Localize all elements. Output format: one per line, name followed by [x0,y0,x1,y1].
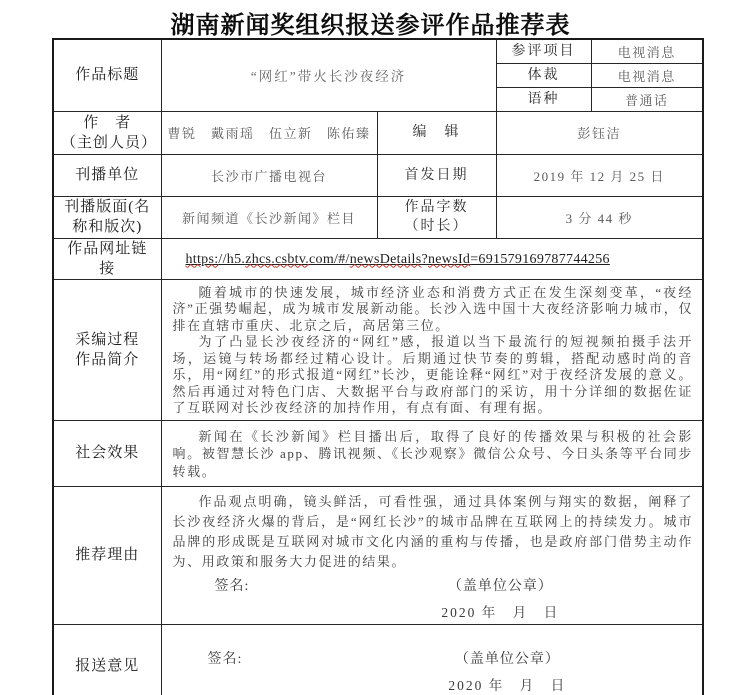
process-label-line2: 作品简介 [75,351,140,368]
process-summary-cell [161,279,703,420]
duration-label-line1: 作品字数 [404,200,469,215]
submit-sign-label: 签名: [207,651,243,667]
url-segment: newsDetails [349,251,422,267]
url-segment: newsId [427,251,471,267]
row-recommend-reason [53,486,703,624]
url-segment: com/#/ [309,251,350,267]
genre-label: 体裁 [496,63,591,87]
social-effect-cell [161,420,703,486]
row-authors [53,111,703,154]
broadcast-unit-value: 长沙市广播电视台 [161,154,377,196]
url-segment: =691579169787744256 [470,251,610,267]
row-social-effect [53,420,703,486]
submit-sign-row [173,640,694,694]
url-segment: //h5. [218,251,246,267]
submit-opinion-cell [161,624,703,695]
recommend-paragraph: 作品观点明确，镜头鲜活，可看性强，通过具体案例与翔实的数据，阐释了长沙夜经济火爆的背后，是“网红长沙”的城市品牌在互联网上的持续发力。城市品牌的形成既是互联网对城市文化内涵的重构与传播，也是政府部门借势主动作为、用政策和服务大力促进的结果。 [172,493,694,569]
layout-section-value: 新闻频道《长沙新闻》栏目 [161,196,377,238]
row-broadcast-unit [53,154,703,196]
submit-opinion-label: 报送意见 [53,624,161,695]
authors-label [53,111,161,154]
language-label: 语种 [496,87,591,111]
genre-value: 电视消息 [591,63,703,87]
recommend-reason-label: 推荐理由 [53,486,161,624]
work-url-label: 作品网址链接 [53,238,161,279]
row-work-title [53,39,703,63]
process-label-line1: 采编过程 [75,331,140,348]
social-effect-label: 社会效果 [53,420,161,486]
recommend-reason-cell [161,486,703,624]
work-url-link[interactable] [186,252,610,267]
broadcast-unit-label: 刊播单位 [53,154,161,196]
row-process-summary [53,279,703,420]
url-segment: https: [185,251,219,267]
authors-value: 曹锐 戴雨瑶 伍立新 陈佑臻 [161,111,377,154]
process-summary-label [53,279,161,420]
entry-category-label: 参评项目 [496,39,591,63]
editor-value: 彭钰洁 [496,111,703,154]
row-work-url [53,238,703,279]
recommendation-table [52,38,704,695]
work-title-label: 作品标题 [53,39,161,111]
url-segment: ? [421,251,428,267]
submit-date: 2020 年 月 日 [448,677,567,693]
layout-section-label: 刊播版面(名称和版次) [53,196,161,238]
social-effect-paragraph: 新闻在《长沙新闻》栏目播出后，取得了良好的传播效果与积极的社会影响。被智慧长沙 app、腾讯视频、《长沙观察》微信公众号、今日头条等平台同步转载。 [172,428,694,479]
recommend-sign-row [173,575,694,621]
recommend-sign-label: 签名: [214,578,250,594]
process-paragraph-1: 随着城市的快速发展，城市经济业态和消费方式正在发生深刻变革，“夜经济”正强势崛起，成为城市发展新动能。长沙入选中国十大夜经济影响力城市，仅排在直辖市重庆、北京之后，高居第三位。 [172,284,694,333]
submit-seal-label: （盖单位公章） [454,651,560,667]
url-segment: zhcs. [245,251,276,267]
submit-seal-block [448,648,566,694]
url-segment: csbtv. [275,251,310,267]
work-title-value: “网红”带火长沙夜经济 [161,39,496,111]
work-url-cell [161,238,703,279]
page-title: 湖南新闻奖组织报送参评作品推荐表 [170,12,571,39]
duration-value: 3 分 44 秒 [496,196,703,238]
duration-label-line2: （时长） [404,219,469,234]
row-submit-opinion [53,624,703,695]
language-value: 普通话 [591,87,703,111]
duration-label [377,196,496,238]
editor-label: 编 辑 [377,111,496,154]
recommend-date: 2020 年 月 日 [441,604,560,620]
row-layout-section [53,196,703,238]
authors-label-line2: （主创人员） [61,134,158,151]
recommend-seal-block [441,575,559,621]
recommend-seal-label: （盖单位公章） [447,578,553,594]
entry-category-value: 电视消息 [591,39,703,63]
process-paragraph-2: 为了凸显长沙夜经济的“网红”感，报道以当下最流行的短视频拍摄手法开场，运镜与转场都经过精心设计。后期通过快节奏的剪辑，搭配动感时尚的音乐，用“网红”的形式报道“网红”长沙，更能诠释“网红”对于夜经济发展的意义。然后再通过对特色门店、大数据平台与政府部门的采访，用十分详细的数据佐证了互联网对长沙夜经济的加持作用，有点有面、有理有据。 [172,334,694,415]
first-air-date-value: 2019 年 12 月 25 日 [496,154,703,196]
authors-label-line1: 作 者 [83,114,132,131]
first-air-date-label: 首发日期 [377,154,496,196]
